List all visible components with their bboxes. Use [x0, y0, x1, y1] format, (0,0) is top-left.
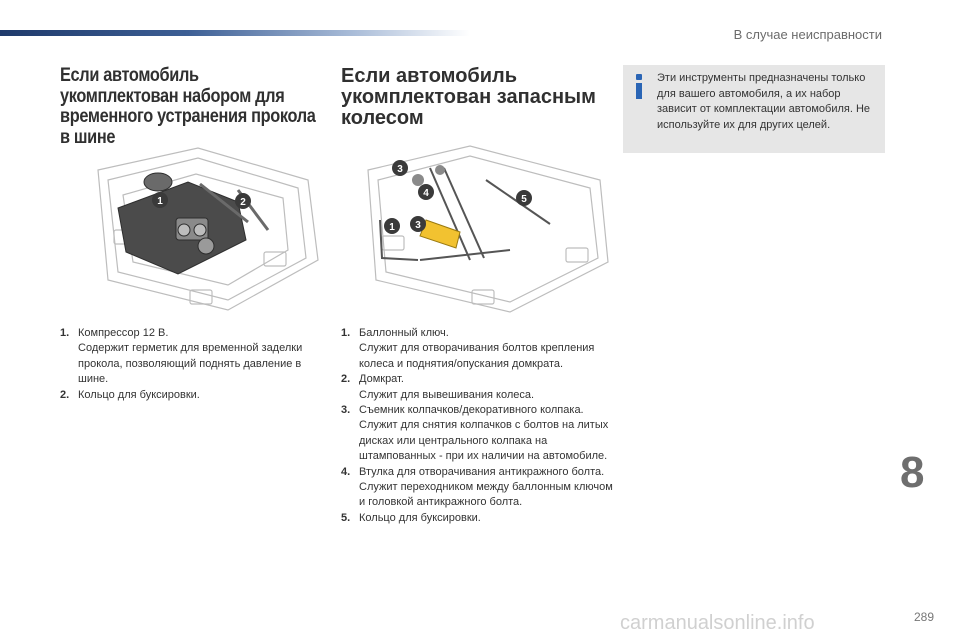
legend-item [341, 465, 621, 511]
callout-4: 4 [423, 188, 429, 199]
jack-tools-illustration [360, 140, 612, 316]
legend-number: 1. [60, 327, 70, 339]
legend-title: Кольцо для буксировки. [359, 511, 481, 524]
info-note [623, 65, 885, 153]
legend-title: Втулка для отворачивания антикражного болта. [359, 465, 605, 478]
legend-description: Служит для отворачивания болтов крепления колеса и поднятия/опускания домкрата. [359, 342, 595, 370]
legend-number: 3. [341, 404, 351, 417]
info-icon [634, 74, 644, 100]
legend-title: Домкрат. [359, 373, 404, 386]
legend-description: Содержит герметик для временной заделки прокола, позволяющий поднять давление в шине. [78, 342, 303, 386]
right-legend [341, 326, 621, 526]
legend-item [341, 511, 621, 526]
callout-5: 5 [521, 194, 527, 205]
legend-item [60, 388, 330, 403]
legend-description: Служит для снятия колпачков с болтов на литых дисках или центрального колпака на штампованных - при их наличии на автомобиле. [359, 419, 609, 463]
watermark: carmanualsonline.info [620, 612, 815, 634]
page-number: 289 [914, 610, 935, 624]
right-heading: Если автомобиль укомплектован запасным колесом [341, 65, 596, 129]
legend-item [341, 403, 621, 465]
legend-number: 2. [60, 388, 70, 401]
legend-title: Съемник колпачков/декоративного колпака. [359, 404, 584, 417]
repair-kit-drawing [78, 140, 326, 316]
chapter-number: 8 [900, 448, 925, 497]
legend-number: 5. [341, 511, 351, 524]
left-legend [60, 326, 330, 403]
jack-tools-drawing [360, 140, 612, 316]
legend-item [60, 326, 330, 388]
callout-1: 1 [157, 196, 163, 207]
section-title: В случае неисправности [733, 27, 882, 42]
legend-title: Баллонный ключ. [359, 327, 449, 339]
legend-item [341, 372, 621, 403]
callout-2: 2 [240, 197, 246, 208]
legend-item [341, 326, 621, 372]
repair-kit-illustration [78, 140, 326, 316]
left-heading: Если автомобиль укомплектован набором для временного устранения прокола в шине [60, 65, 316, 148]
legend-title: Компрессор 12 В. [78, 327, 169, 339]
legend-number: 1. [341, 327, 351, 339]
legend-description: Служит переходником между баллонным ключом и головкой антикражного болта. [359, 481, 613, 509]
legend-number: 4. [341, 465, 351, 478]
callout-1-right: 1 [389, 222, 395, 233]
header-accent-bar [0, 30, 470, 36]
callout-3b: 3 [415, 220, 421, 231]
legend-number: 2. [341, 373, 351, 386]
legend-title: Кольцо для буксировки. [78, 388, 200, 401]
callout-3a: 3 [397, 164, 403, 175]
legend-description: Служит для вывешивания колеса. [359, 388, 535, 401]
info-text: Эти инструменты предназначены только для вашего автомобиля, а их набор зависит от комплектации автомобиля. Не используйте их для других целей. [657, 72, 871, 131]
